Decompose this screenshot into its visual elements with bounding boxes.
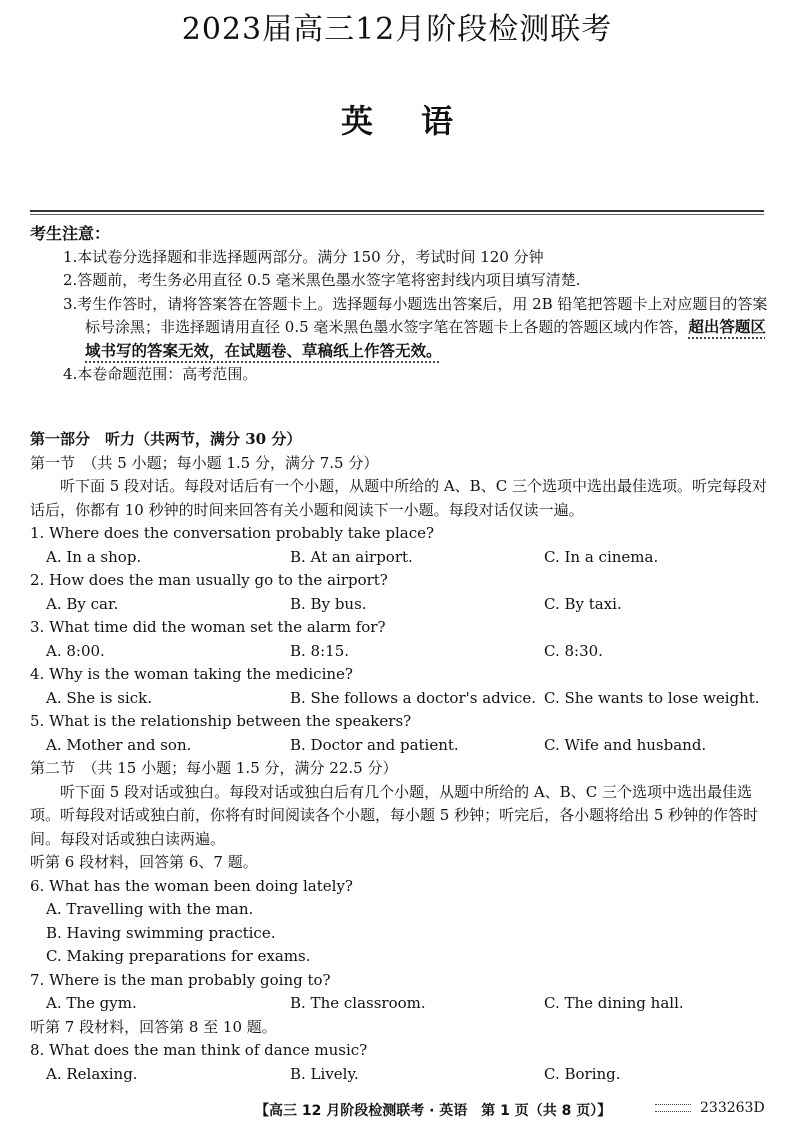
option-a: A. By car. xyxy=(46,594,119,613)
question-2 xyxy=(30,569,768,616)
option-c: C. 8:30. xyxy=(544,641,603,660)
notice-item-3 xyxy=(30,293,768,364)
question-stem: 4. Why is the woman taking the medicine? xyxy=(30,665,353,683)
subject-title: 英语 xyxy=(340,102,501,140)
question-stem: 5. What is the relationship between the speakers? xyxy=(30,712,412,730)
option-c: C. Making preparations for exams. xyxy=(46,947,311,965)
question-5 xyxy=(30,710,768,757)
option-a: A. She is sick. xyxy=(46,688,152,707)
option-b: B. At an airport. xyxy=(290,547,413,566)
section1-heading: 第一节 （共 5 小题；每小题 1.5 分，满分 7.5 分） xyxy=(30,453,379,472)
question-8 xyxy=(30,1039,768,1086)
notice-item-3-emphasis: 超出答题区域书写的答案无效，在试题卷、草稿纸上作答无效。 xyxy=(85,318,766,360)
exam-title: 2023届高三12月阶段检测联考 xyxy=(181,12,613,47)
option-a: A. 8:00. xyxy=(46,641,105,660)
question-stem: 8. What does the man think of dance music? xyxy=(30,1041,368,1059)
header-rule xyxy=(30,210,764,212)
section2-heading: 第二节 （共 15 小题；每小题 1.5 分，满分 22.5 分） xyxy=(30,759,398,777)
option-c: C. In a cinema. xyxy=(544,547,659,566)
notice-block xyxy=(30,222,768,387)
option-a: A. Mother and son. xyxy=(46,735,192,754)
barcode-mark xyxy=(655,1104,691,1112)
option-a: A. Travelling with the man. xyxy=(46,900,254,918)
section2-instructions: 听下面 5 段对话或独白。每段对话或独白后有几个小题，从题中所给的 A、B、C 三个选项中选出最佳选项。听每段对话或独白前，你将有时间阅读各个小题，每小题 5 秒钟；听完后，各小题将给出 5 秒钟的作答时间。每段对话或独白读两遍。 xyxy=(30,782,759,848)
option-c: C. Boring. xyxy=(544,1064,621,1083)
option-c: C. By taxi. xyxy=(544,594,622,613)
option-b: B. By bus. xyxy=(290,594,367,613)
question-stem: 2. How does the man usually go to the airport? xyxy=(30,571,388,589)
notice-heading: 考生注意： xyxy=(30,224,111,243)
section1-instructions: 听下面 5 段对话。每段对话后有一个小题，从题中所给的 A、B、C 三个选项中选出最佳选项。听完每段对话后，你都有 10 秒钟的时间来回答有关小题和阅读下一小题。每段对话仅读一遍。 xyxy=(30,477,767,519)
option-a: A. In a shop. xyxy=(46,547,142,566)
option-b: B. Lively. xyxy=(290,1064,359,1083)
material-7-note: 听第 7 段材料，回答第 8 至 10 题。 xyxy=(30,1017,277,1036)
notice-item-2: 2.答题前，考生务必用直径 0.5 毫米黑色墨水签字笔将密封线内项目填写清楚. xyxy=(63,271,581,289)
footer-page-info: 【高三 12 月阶段检测联考 · 英语 第 1 页（共 8 页）】 xyxy=(255,1103,612,1119)
option-a: A. Relaxing. xyxy=(46,1064,138,1083)
part1-block xyxy=(30,428,768,1086)
option-b: B. Doctor and patient. xyxy=(290,735,459,754)
question-1 xyxy=(30,522,768,569)
option-b: B. She follows a doctor's advice. xyxy=(290,688,537,707)
option-c: C. Wife and husband. xyxy=(544,735,707,754)
question-stem: 1. Where does the conversation probably take place? xyxy=(30,524,435,542)
notice-item-1: 1.本试卷分选择题和非选择题两部分。满分 150 分，考试时间 120 分钟 xyxy=(63,247,544,266)
question-stem: 7. Where is the man probably going to? xyxy=(30,970,331,989)
question-6 xyxy=(30,875,768,969)
question-7 xyxy=(30,969,768,1016)
question-3 xyxy=(30,616,768,663)
header-rule-thin xyxy=(30,214,764,215)
option-c: C. The dining hall. xyxy=(544,994,684,1012)
footer-exam-code: 233263D xyxy=(700,1100,765,1116)
notice-list xyxy=(30,246,768,387)
option-b: B. The classroom. xyxy=(290,994,426,1012)
notice-item-3-text: 3.考生作答时，请将答案答在答题卡上。选择题每小题选出答案后，用 2B 铅笔把答题卡上对应题目的答案标号涂黑；非选择题请用直径 0.5 毫米黑色墨水签字笔在答题卡上各题的答题区域内作答， xyxy=(63,294,768,336)
question-4 xyxy=(30,663,768,710)
part1-heading: 第一部分 听力（共两节，满分 30 分） xyxy=(30,430,302,448)
option-b: B. Having swimming practice. xyxy=(46,923,276,942)
option-a: A. The gym. xyxy=(46,994,137,1012)
question-stem: 6. What has the woman been doing lately? xyxy=(30,876,353,895)
material-6-note: 听第 6 段材料，回答第 6、7 题。 xyxy=(30,853,258,871)
question-stem: 3. What time did the woman set the alarm for? xyxy=(30,618,386,636)
option-c: C. She wants to lose weight. xyxy=(544,688,760,707)
option-b: B. 8:15. xyxy=(290,641,350,660)
notice-item-4: 4.本卷命题范围：高考范围。 xyxy=(63,365,258,383)
